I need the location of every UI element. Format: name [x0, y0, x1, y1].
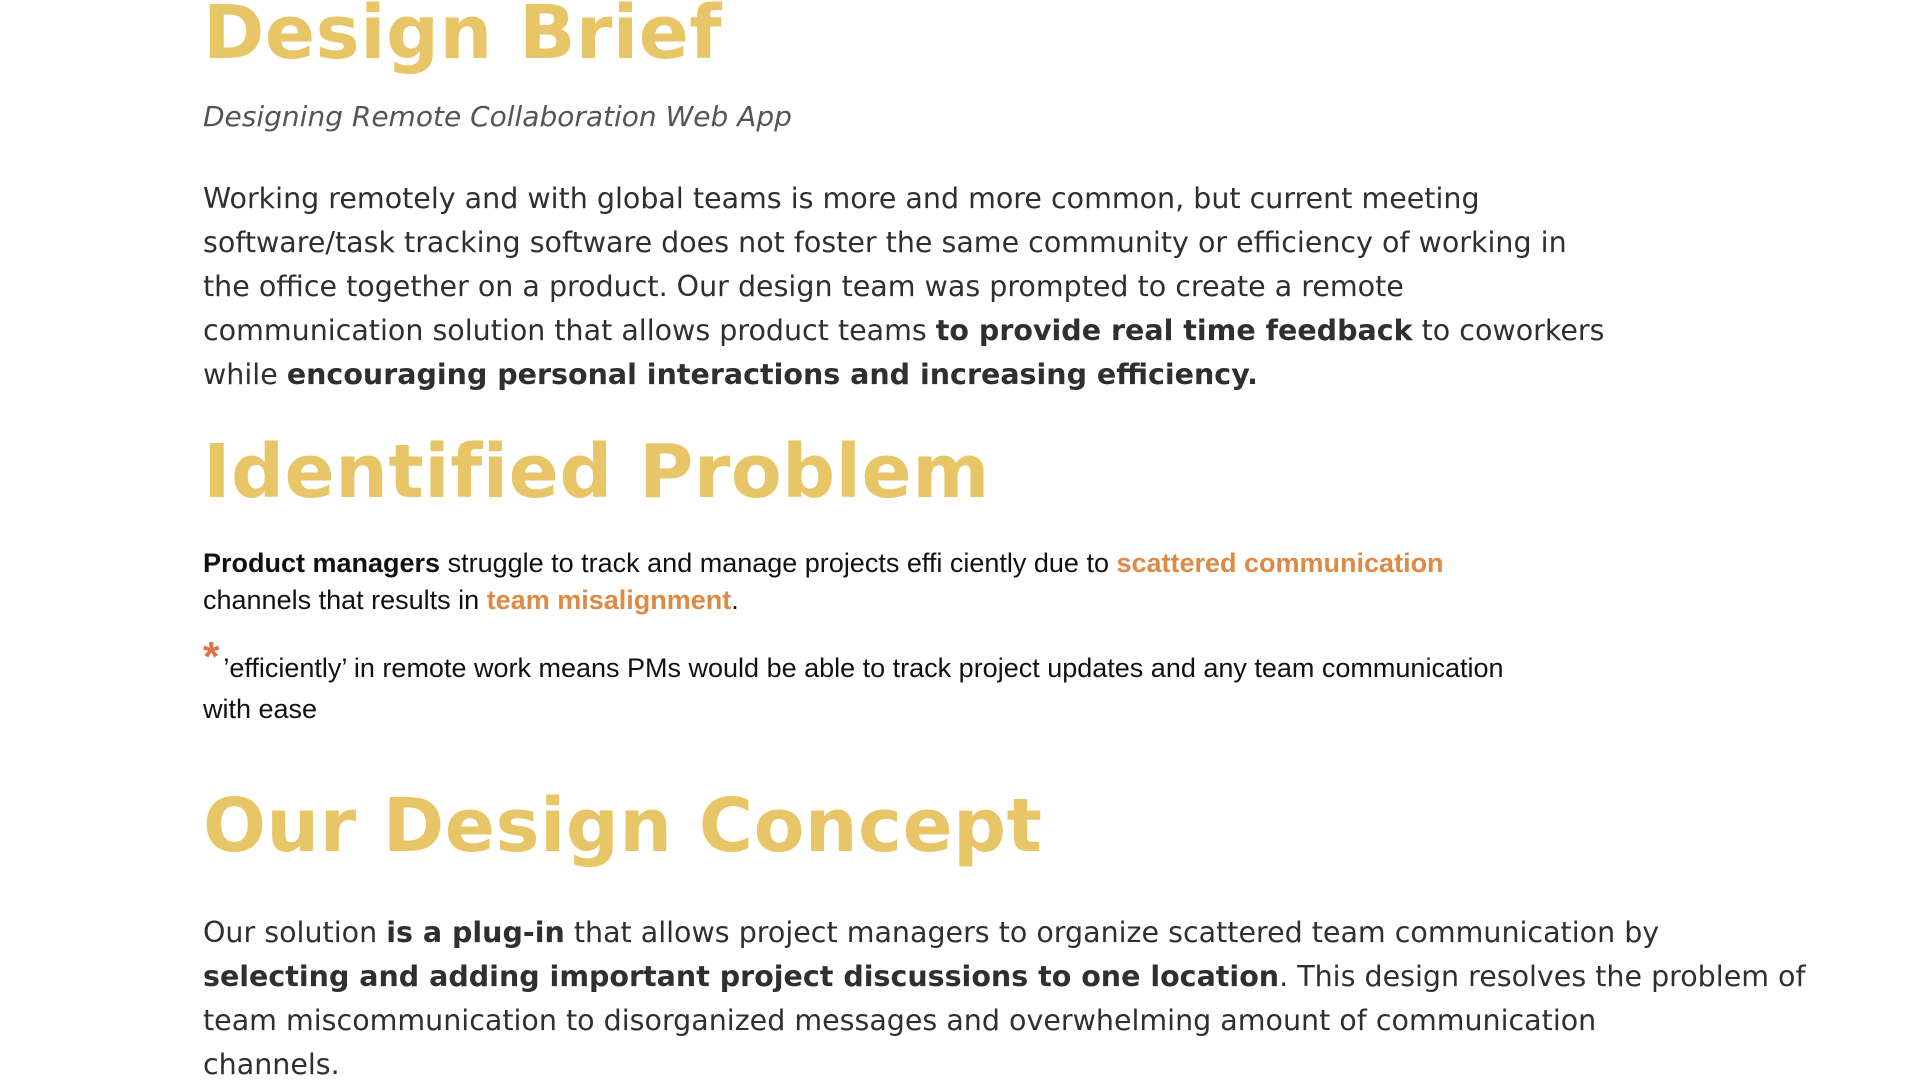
concept-text: Our solution [203, 916, 387, 949]
problem-text: . [731, 585, 739, 615]
concept-line: team miscommunication to disorganized messages and overwhelming amount of communication [203, 1004, 1597, 1037]
efficiency-footnote [203, 633, 1504, 730]
problem-statement [203, 545, 1444, 619]
brief-text: to coworkers [1412, 314, 1605, 347]
design-brief-heading: Design Brief [203, 0, 723, 76]
design-concept-paragraph [203, 911, 1806, 1087]
concept-emphasis: selecting and adding important project discussions to one location [203, 960, 1280, 993]
problem-line [203, 582, 1444, 619]
asterisk-icon: * [203, 633, 220, 680]
design-brief-subtitle: Designing Remote Collaboration Web App [203, 100, 792, 133]
problem-text: channels that results in [203, 585, 487, 615]
footnote-text: ’efficiently’ in remote work means PMs would be able to track project updates and any team communication [223, 653, 1504, 683]
brief-line [203, 309, 1603, 353]
problem-line [203, 545, 1444, 582]
brief-emphasis: to provide real time feedback [935, 314, 1413, 347]
footnote-line: with ease [203, 694, 318, 724]
design-concept-heading: Our Design Concept [203, 783, 1043, 869]
concept-text: that allows project managers to organize scattered team communication by [564, 916, 1660, 949]
design-brief-paragraph [203, 177, 1603, 397]
footnote-line [203, 633, 1504, 689]
brief-line: the office together on a product. Our design team was prompted to create a remote [203, 270, 1404, 303]
concept-line [203, 955, 1806, 999]
problem-text: struggle to track and manage projects effi ciently due to [440, 548, 1117, 578]
concept-emphasis: is a plug-in [386, 916, 565, 949]
problem-highlight: team misalignment [486, 585, 732, 615]
concept-text: . This design resolves the problem of [1279, 960, 1806, 993]
brief-text: communication solution that allows product teams [203, 314, 936, 347]
identified-problem-heading: Identified Problem [203, 429, 990, 515]
problem-highlight: scattered communication [1116, 548, 1444, 578]
brief-text: while [203, 358, 287, 391]
brief-line: Working remotely and with global teams is more and more common, but current meeting [203, 182, 1480, 215]
problem-emphasis: Product managers [203, 548, 441, 578]
brief-emphasis: encouraging personal interactions and increasing efficiency. [286, 358, 1258, 391]
brief-line: software/task tracking software does not foster the same community or efficiency of working in [203, 226, 1567, 259]
concept-line: channels. [203, 1048, 340, 1081]
brief-line [203, 353, 1603, 397]
concept-line [203, 911, 1763, 955]
